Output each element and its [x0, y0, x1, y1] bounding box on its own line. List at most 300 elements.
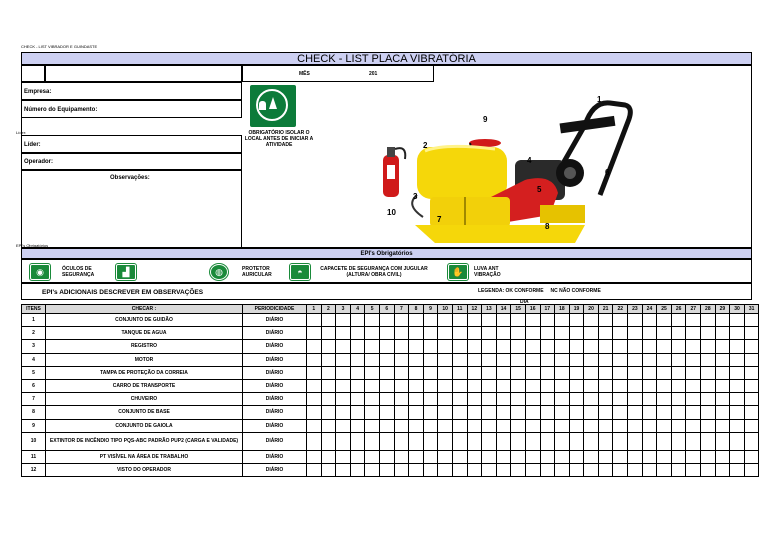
day-check-cell[interactable]	[452, 314, 467, 327]
day-check-cell[interactable]	[715, 353, 730, 366]
day-check-cell[interactable]	[394, 327, 409, 340]
day-check-cell[interactable]	[642, 432, 657, 450]
day-check-cell[interactable]	[511, 340, 526, 353]
day-check-cell[interactable]	[336, 393, 351, 406]
day-check-cell[interactable]	[671, 353, 686, 366]
day-check-cell[interactable]	[569, 366, 584, 379]
day-check-cell[interactable]	[569, 353, 584, 366]
day-check-cell[interactable]	[628, 340, 643, 353]
day-check-cell[interactable]	[701, 327, 716, 340]
day-check-cell[interactable]	[321, 314, 336, 327]
day-check-cell[interactable]	[379, 379, 394, 392]
day-check-cell[interactable]	[307, 393, 322, 406]
day-check-cell[interactable]	[423, 406, 438, 419]
day-check-cell[interactable]	[467, 379, 482, 392]
day-check-cell[interactable]	[307, 340, 322, 353]
day-check-cell[interactable]	[686, 406, 701, 419]
day-check-cell[interactable]	[613, 340, 628, 353]
day-check-cell[interactable]	[715, 463, 730, 476]
day-check-cell[interactable]	[671, 366, 686, 379]
day-check-cell[interactable]	[642, 314, 657, 327]
day-check-cell[interactable]	[540, 353, 555, 366]
day-check-cell[interactable]	[350, 432, 365, 450]
day-check-cell[interactable]	[379, 340, 394, 353]
day-check-cell[interactable]	[423, 432, 438, 450]
day-check-cell[interactable]	[657, 406, 672, 419]
day-check-cell[interactable]	[555, 353, 570, 366]
day-check-cell[interactable]	[496, 406, 511, 419]
day-check-cell[interactable]	[701, 366, 716, 379]
day-check-cell[interactable]	[365, 314, 380, 327]
day-check-cell[interactable]	[336, 419, 351, 432]
day-check-cell[interactable]	[452, 379, 467, 392]
day-check-cell[interactable]	[701, 419, 716, 432]
day-check-cell[interactable]	[657, 463, 672, 476]
day-check-cell[interactable]	[467, 419, 482, 432]
day-check-cell[interactable]	[657, 393, 672, 406]
day-check-cell[interactable]	[598, 340, 613, 353]
day-check-cell[interactable]	[642, 353, 657, 366]
day-check-cell[interactable]	[584, 450, 599, 463]
day-check-cell[interactable]	[452, 406, 467, 419]
day-check-cell[interactable]	[613, 406, 628, 419]
day-check-cell[interactable]	[598, 406, 613, 419]
day-check-cell[interactable]	[350, 393, 365, 406]
day-check-cell[interactable]	[482, 463, 497, 476]
day-check-cell[interactable]	[584, 432, 599, 450]
day-check-cell[interactable]	[379, 353, 394, 366]
day-check-cell[interactable]	[379, 393, 394, 406]
day-check-cell[interactable]	[350, 406, 365, 419]
day-check-cell[interactable]	[336, 327, 351, 340]
day-check-cell[interactable]	[307, 366, 322, 379]
day-check-cell[interactable]	[438, 406, 453, 419]
day-check-cell[interactable]	[744, 314, 759, 327]
day-check-cell[interactable]	[350, 379, 365, 392]
day-check-cell[interactable]	[598, 393, 613, 406]
day-check-cell[interactable]	[715, 366, 730, 379]
day-check-cell[interactable]	[511, 327, 526, 340]
day-check-cell[interactable]	[525, 366, 540, 379]
day-check-cell[interactable]	[730, 419, 745, 432]
day-check-cell[interactable]	[642, 379, 657, 392]
day-check-cell[interactable]	[452, 450, 467, 463]
day-check-cell[interactable]	[336, 353, 351, 366]
day-check-cell[interactable]	[307, 463, 322, 476]
day-check-cell[interactable]	[496, 432, 511, 450]
day-check-cell[interactable]	[525, 353, 540, 366]
day-check-cell[interactable]	[613, 450, 628, 463]
day-check-cell[interactable]	[438, 366, 453, 379]
day-check-cell[interactable]	[540, 393, 555, 406]
day-check-cell[interactable]	[336, 314, 351, 327]
day-check-cell[interactable]	[321, 353, 336, 366]
day-check-cell[interactable]	[438, 393, 453, 406]
day-check-cell[interactable]	[496, 340, 511, 353]
day-check-cell[interactable]	[379, 432, 394, 450]
day-check-cell[interactable]	[365, 366, 380, 379]
operador-field[interactable]	[21, 153, 242, 170]
day-check-cell[interactable]	[657, 379, 672, 392]
day-check-cell[interactable]	[657, 366, 672, 379]
day-check-cell[interactable]	[482, 353, 497, 366]
day-check-cell[interactable]	[744, 393, 759, 406]
day-check-cell[interactable]	[613, 327, 628, 340]
day-check-cell[interactable]	[598, 366, 613, 379]
day-check-cell[interactable]	[642, 366, 657, 379]
day-check-cell[interactable]	[336, 432, 351, 450]
day-check-cell[interactable]	[350, 314, 365, 327]
day-check-cell[interactable]	[642, 419, 657, 432]
day-check-cell[interactable]	[525, 314, 540, 327]
day-check-cell[interactable]	[482, 327, 497, 340]
equipment-number-field[interactable]	[21, 100, 242, 118]
day-check-cell[interactable]	[642, 450, 657, 463]
day-check-cell[interactable]	[409, 314, 424, 327]
day-check-cell[interactable]	[555, 327, 570, 340]
day-check-cell[interactable]	[686, 327, 701, 340]
day-check-cell[interactable]	[467, 393, 482, 406]
day-check-cell[interactable]	[423, 340, 438, 353]
day-check-cell[interactable]	[671, 327, 686, 340]
day-check-cell[interactable]	[540, 340, 555, 353]
day-check-cell[interactable]	[365, 450, 380, 463]
day-check-cell[interactable]	[482, 340, 497, 353]
day-check-cell[interactable]	[394, 340, 409, 353]
day-check-cell[interactable]	[379, 419, 394, 432]
day-check-cell[interactable]	[394, 353, 409, 366]
day-check-cell[interactable]	[467, 450, 482, 463]
day-check-cell[interactable]	[671, 419, 686, 432]
day-check-cell[interactable]	[584, 393, 599, 406]
day-check-cell[interactable]	[467, 340, 482, 353]
day-check-cell[interactable]	[438, 340, 453, 353]
day-check-cell[interactable]	[686, 314, 701, 327]
day-check-cell[interactable]	[555, 406, 570, 419]
day-check-cell[interactable]	[307, 450, 322, 463]
day-check-cell[interactable]	[569, 327, 584, 340]
day-check-cell[interactable]	[350, 463, 365, 476]
day-check-cell[interactable]	[452, 353, 467, 366]
day-check-cell[interactable]	[569, 450, 584, 463]
day-check-cell[interactable]	[569, 432, 584, 450]
day-check-cell[interactable]	[496, 450, 511, 463]
day-check-cell[interactable]	[438, 314, 453, 327]
day-check-cell[interactable]	[671, 432, 686, 450]
day-check-cell[interactable]	[555, 393, 570, 406]
day-check-cell[interactable]	[584, 340, 599, 353]
day-check-cell[interactable]	[628, 419, 643, 432]
day-check-cell[interactable]	[540, 463, 555, 476]
day-check-cell[interactable]	[671, 379, 686, 392]
day-check-cell[interactable]	[744, 419, 759, 432]
day-check-cell[interactable]	[394, 366, 409, 379]
day-check-cell[interactable]	[628, 463, 643, 476]
day-check-cell[interactable]	[511, 419, 526, 432]
day-check-cell[interactable]	[409, 432, 424, 450]
day-check-cell[interactable]	[671, 340, 686, 353]
day-check-cell[interactable]	[701, 393, 716, 406]
day-check-cell[interactable]	[511, 406, 526, 419]
day-check-cell[interactable]	[379, 366, 394, 379]
day-check-cell[interactable]	[715, 340, 730, 353]
day-check-cell[interactable]	[613, 366, 628, 379]
day-check-cell[interactable]	[686, 393, 701, 406]
day-check-cell[interactable]	[744, 406, 759, 419]
day-check-cell[interactable]	[671, 314, 686, 327]
day-check-cell[interactable]	[701, 340, 716, 353]
day-check-cell[interactable]	[452, 340, 467, 353]
day-check-cell[interactable]	[657, 353, 672, 366]
day-check-cell[interactable]	[307, 432, 322, 450]
day-check-cell[interactable]	[642, 406, 657, 419]
day-check-cell[interactable]	[467, 406, 482, 419]
day-check-cell[interactable]	[321, 327, 336, 340]
day-check-cell[interactable]	[701, 432, 716, 450]
day-check-cell[interactable]	[555, 432, 570, 450]
day-check-cell[interactable]	[628, 314, 643, 327]
day-check-cell[interactable]	[715, 406, 730, 419]
day-check-cell[interactable]	[569, 419, 584, 432]
day-check-cell[interactable]	[394, 450, 409, 463]
day-check-cell[interactable]	[715, 450, 730, 463]
day-check-cell[interactable]	[628, 450, 643, 463]
day-check-cell[interactable]	[569, 340, 584, 353]
day-check-cell[interactable]	[642, 327, 657, 340]
day-check-cell[interactable]	[423, 366, 438, 379]
day-check-cell[interactable]	[613, 393, 628, 406]
day-check-cell[interactable]	[584, 314, 599, 327]
day-check-cell[interactable]	[394, 314, 409, 327]
day-check-cell[interactable]	[540, 419, 555, 432]
day-check-cell[interactable]	[628, 353, 643, 366]
day-check-cell[interactable]	[482, 393, 497, 406]
day-check-cell[interactable]	[657, 419, 672, 432]
day-check-cell[interactable]	[307, 353, 322, 366]
day-check-cell[interactable]	[569, 406, 584, 419]
day-check-cell[interactable]	[657, 327, 672, 340]
day-check-cell[interactable]	[686, 432, 701, 450]
day-check-cell[interactable]	[423, 450, 438, 463]
day-check-cell[interactable]	[496, 379, 511, 392]
day-check-cell[interactable]	[409, 366, 424, 379]
day-check-cell[interactable]	[350, 327, 365, 340]
day-check-cell[interactable]	[730, 432, 745, 450]
day-check-cell[interactable]	[613, 463, 628, 476]
day-check-cell[interactable]	[350, 419, 365, 432]
day-check-cell[interactable]	[379, 406, 394, 419]
day-check-cell[interactable]	[438, 327, 453, 340]
day-check-cell[interactable]	[657, 432, 672, 450]
day-check-cell[interactable]	[730, 406, 745, 419]
day-check-cell[interactable]	[540, 379, 555, 392]
day-check-cell[interactable]	[409, 406, 424, 419]
day-check-cell[interactable]	[686, 340, 701, 353]
day-check-cell[interactable]	[336, 406, 351, 419]
day-check-cell[interactable]	[336, 340, 351, 353]
day-check-cell[interactable]	[657, 450, 672, 463]
day-check-cell[interactable]	[525, 340, 540, 353]
day-check-cell[interactable]	[525, 393, 540, 406]
day-check-cell[interactable]	[701, 450, 716, 463]
day-check-cell[interactable]	[496, 366, 511, 379]
day-check-cell[interactable]	[423, 353, 438, 366]
day-check-cell[interactable]	[584, 463, 599, 476]
day-check-cell[interactable]	[511, 314, 526, 327]
day-check-cell[interactable]	[511, 393, 526, 406]
day-check-cell[interactable]	[642, 463, 657, 476]
day-check-cell[interactable]	[423, 419, 438, 432]
day-check-cell[interactable]	[525, 327, 540, 340]
day-check-cell[interactable]	[525, 406, 540, 419]
day-check-cell[interactable]	[409, 450, 424, 463]
day-check-cell[interactable]	[336, 366, 351, 379]
day-check-cell[interactable]	[686, 366, 701, 379]
day-check-cell[interactable]	[409, 379, 424, 392]
day-check-cell[interactable]	[482, 432, 497, 450]
day-check-cell[interactable]	[511, 432, 526, 450]
day-check-cell[interactable]	[686, 379, 701, 392]
day-check-cell[interactable]	[482, 314, 497, 327]
observacoes-field[interactable]	[21, 170, 242, 248]
day-check-cell[interactable]	[628, 432, 643, 450]
day-check-cell[interactable]	[540, 450, 555, 463]
day-check-cell[interactable]	[730, 353, 745, 366]
day-check-cell[interactable]	[365, 419, 380, 432]
day-check-cell[interactable]	[438, 463, 453, 476]
day-check-cell[interactable]	[511, 379, 526, 392]
day-check-cell[interactable]	[555, 340, 570, 353]
day-check-cell[interactable]	[496, 314, 511, 327]
day-check-cell[interactable]	[336, 450, 351, 463]
day-check-cell[interactable]	[321, 463, 336, 476]
day-check-cell[interactable]	[584, 406, 599, 419]
day-check-cell[interactable]	[336, 463, 351, 476]
day-check-cell[interactable]	[467, 327, 482, 340]
day-check-cell[interactable]	[671, 393, 686, 406]
day-check-cell[interactable]	[671, 406, 686, 419]
day-check-cell[interactable]	[715, 314, 730, 327]
day-check-cell[interactable]	[613, 314, 628, 327]
day-check-cell[interactable]	[321, 379, 336, 392]
day-check-cell[interactable]	[701, 379, 716, 392]
day-check-cell[interactable]	[452, 419, 467, 432]
day-check-cell[interactable]	[321, 393, 336, 406]
day-check-cell[interactable]	[642, 340, 657, 353]
day-check-cell[interactable]	[730, 340, 745, 353]
day-check-cell[interactable]	[744, 327, 759, 340]
day-check-cell[interactable]	[715, 327, 730, 340]
day-check-cell[interactable]	[365, 340, 380, 353]
day-check-cell[interactable]	[730, 393, 745, 406]
day-check-cell[interactable]	[686, 463, 701, 476]
day-check-cell[interactable]	[598, 379, 613, 392]
day-check-cell[interactable]	[525, 419, 540, 432]
day-check-cell[interactable]	[511, 463, 526, 476]
day-check-cell[interactable]	[569, 393, 584, 406]
day-check-cell[interactable]	[321, 432, 336, 450]
day-check-cell[interactable]	[438, 379, 453, 392]
day-check-cell[interactable]	[365, 432, 380, 450]
day-check-cell[interactable]	[744, 366, 759, 379]
day-check-cell[interactable]	[613, 419, 628, 432]
day-check-cell[interactable]	[701, 314, 716, 327]
day-check-cell[interactable]	[555, 314, 570, 327]
day-check-cell[interactable]	[628, 379, 643, 392]
day-check-cell[interactable]	[715, 379, 730, 392]
day-check-cell[interactable]	[511, 366, 526, 379]
day-check-cell[interactable]	[438, 353, 453, 366]
lider-field[interactable]	[21, 135, 242, 153]
day-check-cell[interactable]	[496, 419, 511, 432]
day-check-cell[interactable]	[628, 406, 643, 419]
day-check-cell[interactable]	[307, 327, 322, 340]
day-check-cell[interactable]	[613, 379, 628, 392]
day-check-cell[interactable]	[730, 314, 745, 327]
day-check-cell[interactable]	[307, 406, 322, 419]
day-check-cell[interactable]	[438, 450, 453, 463]
empresa-field[interactable]	[21, 82, 242, 100]
day-check-cell[interactable]	[598, 463, 613, 476]
day-check-cell[interactable]	[409, 340, 424, 353]
day-check-cell[interactable]	[365, 463, 380, 476]
day-check-cell[interactable]	[540, 406, 555, 419]
day-check-cell[interactable]	[744, 379, 759, 392]
day-check-cell[interactable]	[394, 406, 409, 419]
day-check-cell[interactable]	[744, 340, 759, 353]
day-check-cell[interactable]	[540, 366, 555, 379]
day-check-cell[interactable]	[525, 450, 540, 463]
day-check-cell[interactable]	[569, 463, 584, 476]
day-check-cell[interactable]	[379, 463, 394, 476]
day-check-cell[interactable]	[350, 353, 365, 366]
day-check-cell[interactable]	[598, 353, 613, 366]
day-check-cell[interactable]	[467, 314, 482, 327]
day-check-cell[interactable]	[409, 353, 424, 366]
day-check-cell[interactable]	[613, 353, 628, 366]
day-check-cell[interactable]	[409, 419, 424, 432]
day-check-cell[interactable]	[394, 419, 409, 432]
day-check-cell[interactable]	[423, 379, 438, 392]
day-check-cell[interactable]	[730, 366, 745, 379]
day-check-cell[interactable]	[394, 393, 409, 406]
day-check-cell[interactable]	[555, 379, 570, 392]
day-check-cell[interactable]	[744, 450, 759, 463]
day-check-cell[interactable]	[642, 393, 657, 406]
day-check-cell[interactable]	[394, 379, 409, 392]
day-check-cell[interactable]	[321, 340, 336, 353]
day-check-cell[interactable]	[686, 353, 701, 366]
day-check-cell[interactable]	[438, 432, 453, 450]
day-check-cell[interactable]	[715, 432, 730, 450]
day-check-cell[interactable]	[496, 327, 511, 340]
day-check-cell[interactable]	[365, 353, 380, 366]
day-check-cell[interactable]	[744, 432, 759, 450]
day-check-cell[interactable]	[715, 419, 730, 432]
day-check-cell[interactable]	[423, 314, 438, 327]
day-check-cell[interactable]	[467, 463, 482, 476]
day-check-cell[interactable]	[423, 393, 438, 406]
day-check-cell[interactable]	[555, 366, 570, 379]
day-check-cell[interactable]	[482, 450, 497, 463]
day-check-cell[interactable]	[482, 379, 497, 392]
day-check-cell[interactable]	[467, 353, 482, 366]
day-check-cell[interactable]	[379, 327, 394, 340]
day-check-cell[interactable]	[598, 432, 613, 450]
day-check-cell[interactable]	[350, 450, 365, 463]
day-check-cell[interactable]	[321, 366, 336, 379]
day-check-cell[interactable]	[336, 379, 351, 392]
